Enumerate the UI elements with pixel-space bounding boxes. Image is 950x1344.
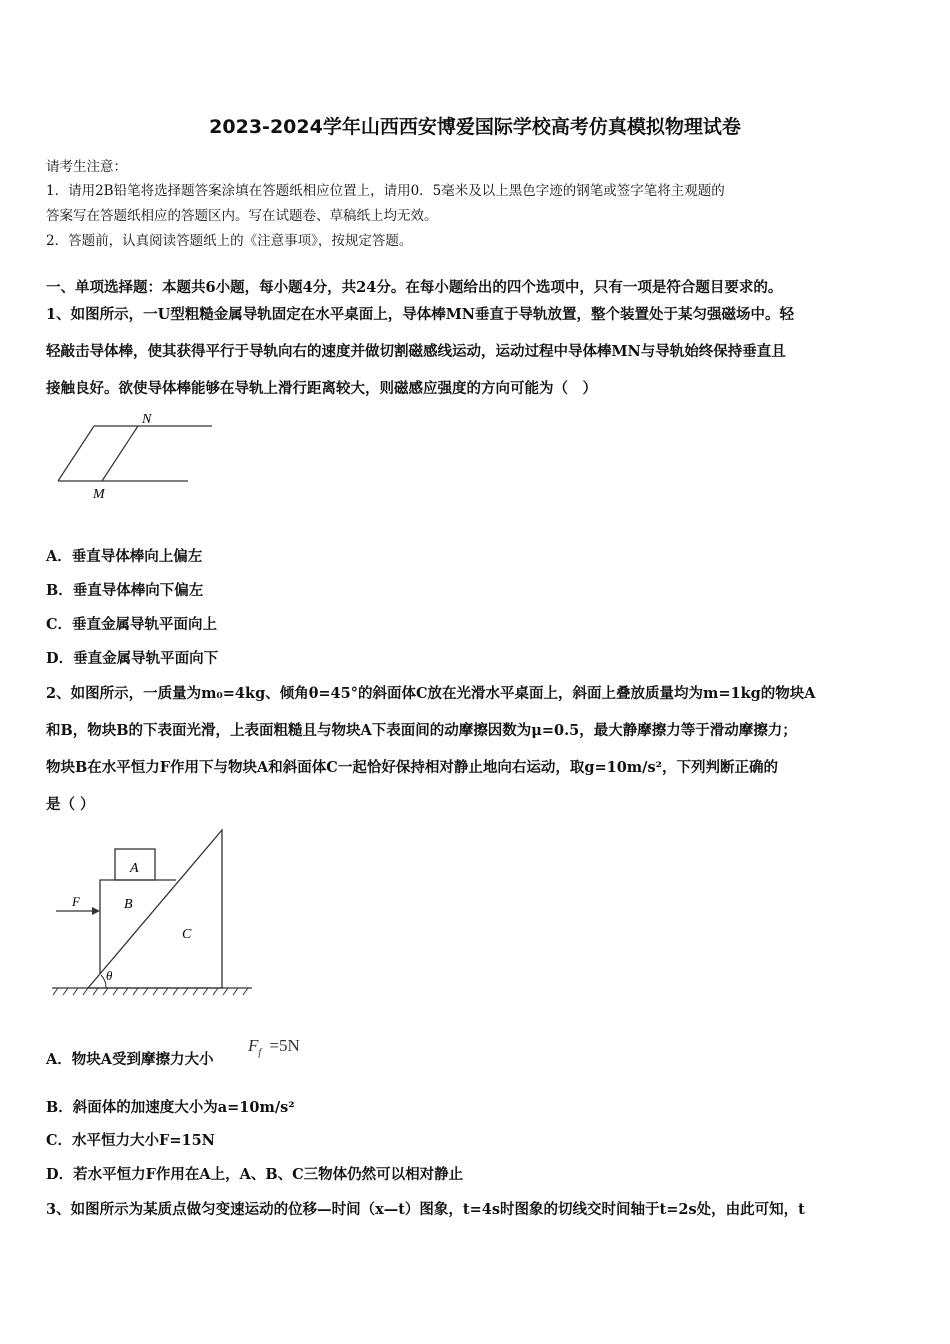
q1-rail-figure [50,408,220,503]
label-theta: θ [106,968,113,983]
q1-line-1: 1、如图所示，一U型粗糙金属导轨固定在水平桌面上，导体棒MN垂直于导轨放置，整个装置处于某匀强磁场中。轻 [46,306,795,323]
q2-line-3: 物块B在水平恒力F作用下与物块A和斜面体C一起恰好保持相对静止地向右运动，取g=10m/s²，下列判断正确的 [46,759,778,776]
label-n: N [142,412,152,427]
section-heading: 一、单项选择题：本题共6小题，每小题4分，共24分。在每小题给出的四个选项中，只有一项是符合题目要求的。 [46,279,783,296]
q2-option-a-formula [248,1036,300,1058]
q2-option-b: B．斜面体的加速度大小为a=10m/s² [46,1099,295,1116]
q1-line-3: 接触良好。欲使导体棒能够在导轨上滑行距离较大，则磁感应强度的方向可能为（ ） [46,380,597,397]
q2-option-a-text: A．物块A受到摩擦力大小 [46,1051,214,1068]
label-a: A [130,861,139,876]
label-c: C [182,927,192,942]
notice-heading: 请考生注意： [46,159,127,175]
ground-hatch [53,988,248,995]
q1-line-2: 轻敲击导体棒，使其获得平行于导轨向右的速度并做切割磁感线运动，运动过程中导体棒MN与导轨始终保持垂直且 [46,343,786,360]
q1-option-b: B．垂直导体棒向下偏左 [46,582,204,599]
q3-line-1: 3、如图所示为某质点做匀变速运动的位移—时间（x—t）图象，t=4s时图象的切线交时间轴于t=2s处，由此可知，t [46,1201,805,1218]
q2-line-4: 是（ ） [46,796,95,813]
q2-line-1: 2、如图所示，一质量为m₀=4kg、倾角θ=45°的斜面体C放在光滑水平桌面上，斜面上叠放质量均为m=1kg的物块A [46,685,816,702]
formula-symbol: F [248,1036,259,1055]
formula-subscript: f [258,1047,262,1059]
notice-line-2: 2．答题前，认真阅读答题纸上的《注意事项》，按规定答题。 [46,233,413,249]
q2-line-2: 和B，物块B的下表面光滑，上表面粗糙且与物块A下表面间的动摩擦因数为μ=0.5，最大静摩擦力等于滑动摩擦力； [46,722,797,739]
force-arrowhead [92,907,100,915]
page-title: 2023-2024学年山西西安博爱国际学校高考仿真模拟物理试卷 [209,116,741,138]
label-b: B [124,897,133,912]
conductor-rod-mn [102,426,138,481]
label-f: F [72,894,80,909]
q1-option-a: A．垂直导体棒向上偏左 [46,548,203,565]
label-m: M [93,487,105,502]
q1-option-d: D．垂直金属导轨平面向下 [46,650,219,667]
notice-line-1a: 1．请用2B铅笔将选择题答案涂填在答题纸相应位置上，请用0．5毫米及以上黑色字迹的钢笔或签字笔将主观题的 [46,183,725,199]
formula-value: =5N [269,1036,300,1055]
q2-option-c: C．水平恒力大小F=15N [46,1132,215,1149]
q2-incline-figure [48,822,258,1000]
rail-end [58,426,94,481]
notice-line-1b: 答案写在答题纸相应的答题区内。写在试题卷、草稿纸上均无效。 [46,208,438,224]
q1-option-c: C．垂直金属导轨平面向上 [46,616,218,633]
q2-option-d: D．若水平恒力F作用在A上，A、B、C三物体仍然可以相对静止 [46,1166,464,1183]
q2-option-a [46,1048,214,1069]
